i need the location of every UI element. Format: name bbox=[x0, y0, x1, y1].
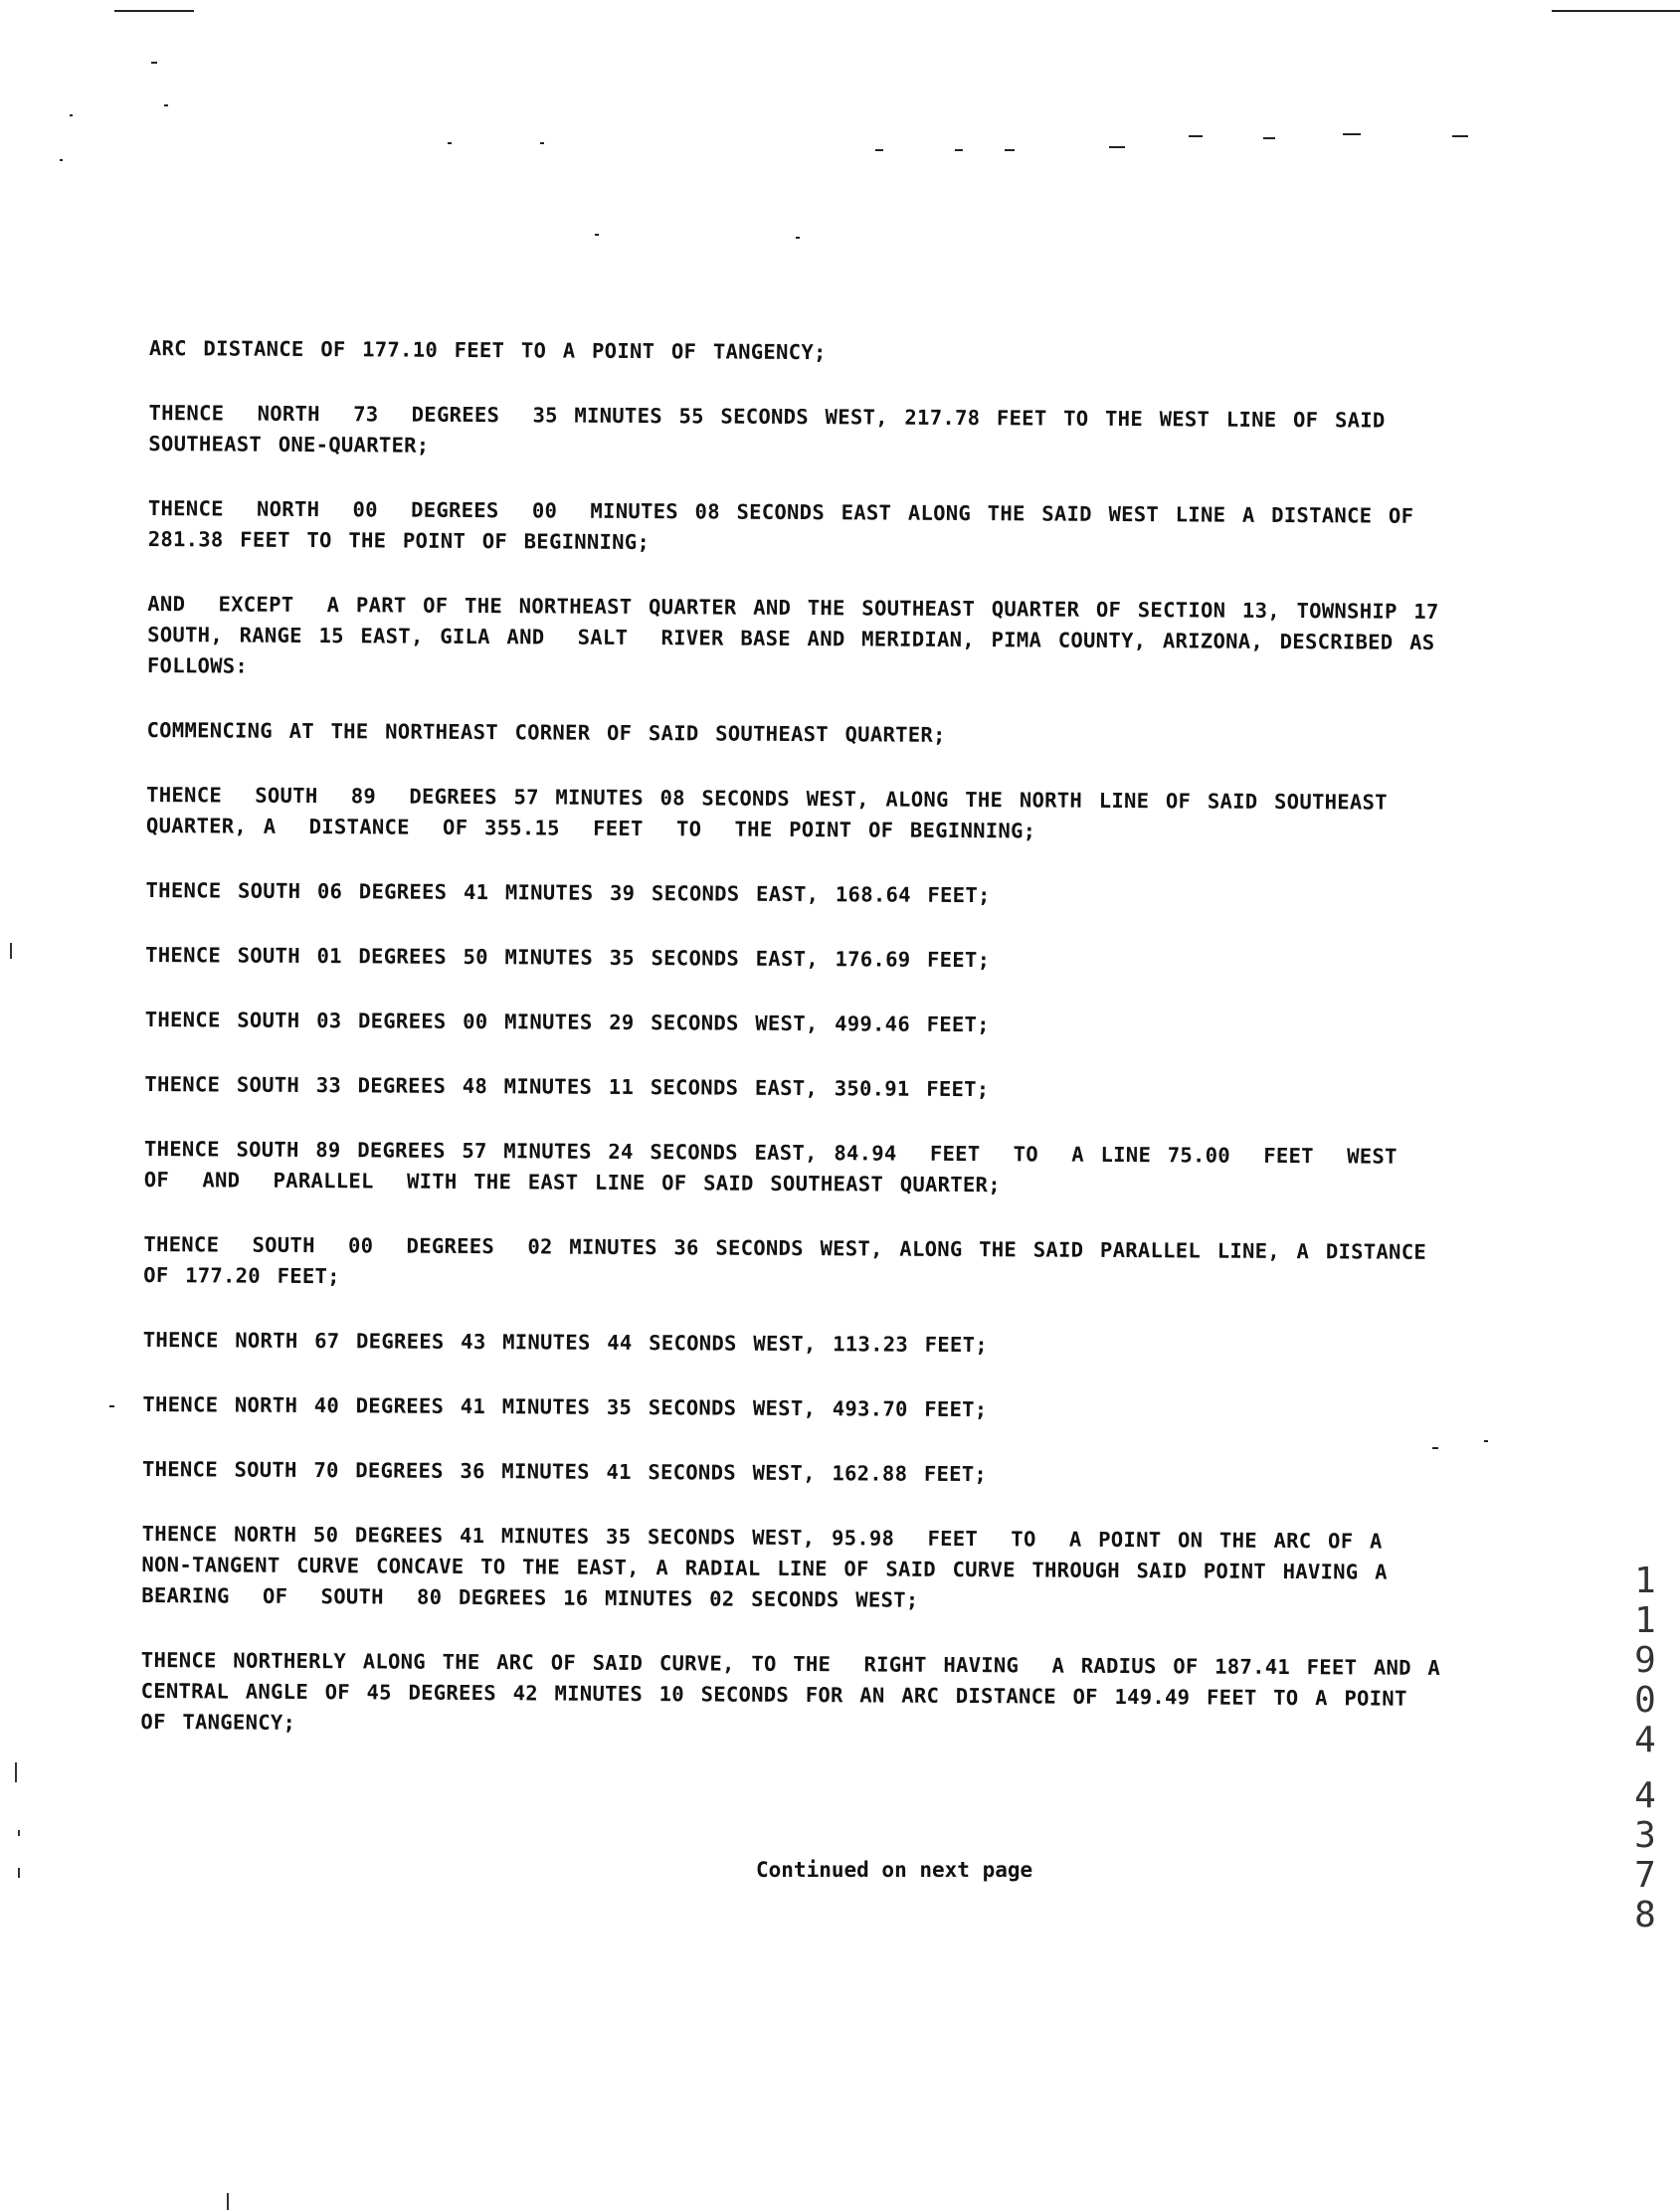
legal-description bbox=[140, 333, 1457, 1779]
paragraph: THENCE NORTH 50 DEGREES 41 MINUTES 35 SECONDS WEST, 95.98 FEET TO A POINT ON THE ARC OF A NON-TANGENT CURVE CONCAVE TO THE EAST, A RADIAL LINE OF SAID CURVE THROUGH SAID POINT HAVING A BEARING OF SOUTH 80 DEGREES 16 MINUTES 02 SECONDS WEST; bbox=[141, 1521, 1404, 1612]
scan-mark bbox=[1343, 133, 1361, 135]
paragraph: THENCE SOUTH 03 DEGREES 00 MINUTES 29 SECONDS WEST, 499.46 FEET; bbox=[144, 1007, 990, 1037]
paragraph: THENCE NORTH 67 DEGREES 43 MINUTES 44 SECONDS WEST, 113.23 FEET; bbox=[142, 1327, 988, 1358]
document-number-digit: 3 bbox=[1634, 1815, 1656, 1856]
paragraph: COMMENCING AT THE NORTHEAST CORNER OF SAID SOUTHEAST QUARTER; bbox=[146, 717, 946, 747]
scan-mark bbox=[796, 237, 800, 239]
scan-mark bbox=[164, 104, 168, 106]
document-number-digit: 1 bbox=[1634, 1600, 1656, 1641]
scan-mark bbox=[448, 142, 452, 144]
document-number-gap bbox=[1627, 1760, 1663, 1776]
paragraph: THENCE SOUTH 01 DEGREES 50 MINUTES 35 SECONDS EAST, 176.69 FEET; bbox=[145, 942, 991, 973]
paragraph: THENCE NORTH 73 DEGREES 35 MINUTES 55 SECONDS WEST, 217.78 FEET TO THE WEST LINE OF SAID SOUTHEAST ONE-QUARTER; bbox=[148, 400, 1402, 458]
document-number-digit: 4 bbox=[1634, 1720, 1656, 1760]
scan-mark bbox=[227, 2193, 229, 2210]
paragraph: AND EXCEPT A PART OF THE NORTHEAST QUARTER AND THE SOUTHEAST QUARTER OF SECTION 13, TOWNSHIP 17 SOUTH, RANGE 15 EAST, GILA AND SALT RIVER BASE AND MERIDIAN, PIMA COUNTY, ARIZONA, DESCRIBED AS FOLLOWS: bbox=[146, 591, 1456, 678]
scan-mark bbox=[1552, 10, 1680, 12]
scan-mark bbox=[151, 62, 157, 64]
paragraph: THENCE NORTH 00 DEGREES 00 MINUTES 08 SECONDS EAST ALONG THE SAID WEST LINE A DISTANCE OF 281.38 FEET TO THE POINT OF BEGINNING; bbox=[147, 495, 1430, 555]
paragraph: THENCE NORTH 40 DEGREES 41 MINUTES 35 SECONDS WEST, 493.70 FEET; bbox=[142, 1391, 988, 1422]
document-number-digit: 8 bbox=[1634, 1895, 1656, 1935]
scan-mark bbox=[60, 159, 63, 161]
paragraph: THENCE SOUTH 89 DEGREES 57 MINUTES 08 SECONDS WEST, ALONG THE NORTH LINE OF SAID SOUTHEAST QUARTER, A DISTANCE OF 355.15 FEET TO THE POINT OF BEGINNING; bbox=[145, 782, 1404, 843]
scan-mark bbox=[1452, 135, 1468, 137]
scan-mark bbox=[1005, 149, 1015, 151]
paragraph: THENCE SOUTH 00 DEGREES 02 MINUTES 36 SECONDS WEST, ALONG THE SAID PARALLEL LINE, A DISTANCE OF 177.20 FEET; bbox=[143, 1231, 1443, 1289]
document-number-digit: 9 bbox=[1634, 1640, 1656, 1681]
scan-mark bbox=[70, 114, 73, 116]
scan-mark bbox=[15, 1762, 17, 1782]
paragraph: THENCE SOUTH 33 DEGREES 48 MINUTES 11 SECONDS EAST, 350.91 FEET; bbox=[144, 1071, 990, 1102]
scan-mark bbox=[114, 10, 194, 12]
scan-mark bbox=[595, 234, 599, 236]
document-number-digit: 0 bbox=[1634, 1680, 1656, 1721]
document-number-digit: 1 bbox=[1634, 1561, 1656, 1601]
scan-mark bbox=[18, 1868, 20, 1878]
paragraph: ARC DISTANCE OF 177.10 FEET TO A POINT OF TANGENCY; bbox=[148, 335, 827, 365]
document-number bbox=[1627, 1562, 1663, 1935]
paragraph: THENCE SOUTH 06 DEGREES 41 MINUTES 39 SECONDS EAST, 168.64 FEET; bbox=[145, 877, 991, 908]
scan-mark bbox=[109, 1405, 114, 1407]
document-number-digit: 7 bbox=[1634, 1855, 1656, 1896]
scan-mark bbox=[10, 943, 12, 959]
scan-mark bbox=[1189, 135, 1203, 137]
scan-mark bbox=[18, 1830, 20, 1836]
scan-mark bbox=[955, 149, 963, 151]
scan-mark bbox=[1263, 137, 1275, 139]
paragraph: THENCE SOUTH 89 DEGREES 57 MINUTES 24 SECONDS EAST, 84.94 FEET TO A LINE 75.00 FEET WEST OF AND PARALLEL WITH THE EAST LINE OF SAID SOUTHEAST QUARTER; bbox=[143, 1136, 1431, 1197]
paragraph: THENCE NORTHERLY ALONG THE ARC OF SAID CURVE, TO THE RIGHT HAVING A RADIUS OF 187.41 FEET AND A CENTRAL ANGLE OF 45 DEGREES 42 MINUTES 10 SECONDS FOR AN ARC DISTANCE OF 149.49 FEET TO A POINT OF TANGENCY; bbox=[140, 1647, 1457, 1735]
scan-mark bbox=[540, 142, 544, 144]
document-number-digit: 4 bbox=[1634, 1775, 1656, 1816]
scan-mark bbox=[1484, 1440, 1488, 1442]
paragraph: THENCE SOUTH 70 DEGREES 36 MINUTES 41 SECONDS WEST, 162.88 FEET; bbox=[141, 1456, 988, 1487]
continued-note: Continued on next page bbox=[756, 1858, 1033, 1882]
scan-mark bbox=[875, 149, 883, 151]
scan-mark bbox=[1109, 146, 1125, 148]
